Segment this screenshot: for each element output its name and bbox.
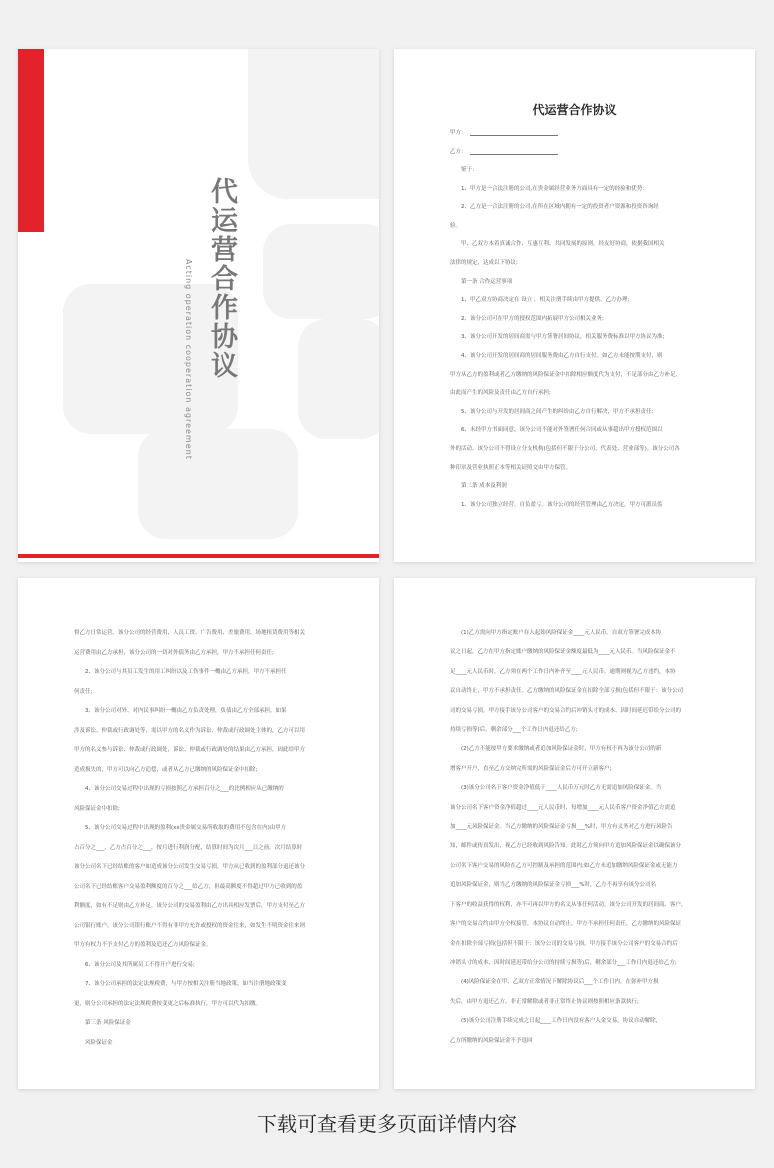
paragraph-line: 第一条 合作运营事项 bbox=[461, 278, 513, 285]
paragraph-line: 造成损失的，甲方可以向乙方追偿，或者从乙方已缴纳的风险保证金中扣除; bbox=[74, 766, 258, 773]
document-body bbox=[74, 624, 334, 1053]
paragraph-line: 2、乙方是一合法注册的公司,在所在区域内拥有一定的投资者户资源和投资咨询经 bbox=[461, 204, 659, 211]
paragraph-line: 甲、乙双方本着真诚合作、互惠互利、共同发展的原则，经友好协商，依据我国相关 bbox=[461, 241, 665, 248]
paragraph-line: 甲方的名义参与诉讼、仲裁或行政调处，诉讼、仲裁或行政调处的结果由乙方承担，因此给甲方 bbox=[74, 747, 306, 753]
party-b-label: 乙方： bbox=[450, 149, 467, 155]
paragraph-line: 2、该分公司可在甲方的授权范围内拓展甲方公司相关业务; bbox=[461, 315, 604, 322]
paragraph-line: 4、该分公司开发的居间商的居间服务费由乙方自行支付。如乙方未能按期支付，则 bbox=[461, 352, 663, 359]
paragraph-line: 4、该分公司交易过程中出现的亏损按照乙方承担百分之___的比例相应从已缴纳的 bbox=[85, 786, 284, 792]
party-a-blank bbox=[470, 130, 558, 136]
paragraph-line: 公司名下已经结账客户交易盈利额度的百分之___给乙方，但最高额度不得超过甲方已收到的盈 bbox=[74, 883, 303, 890]
party-b-blank bbox=[470, 149, 558, 155]
paragraph-line: 乙方所缴纳的风险保证金不予退回 bbox=[450, 1037, 533, 1044]
paragraph-line: 该分公司名下客户资金净值超过____元人民币时，每增加____元人民币客户资金净值乙方需追 bbox=[450, 804, 676, 811]
cover-page bbox=[18, 49, 379, 562]
document-body bbox=[450, 161, 710, 514]
paragraph-line: 客户的交易合约由甲方全权接管，本协议自动终止，甲方不承担任何责任。乙方缴纳的风险保证 bbox=[450, 921, 682, 928]
paragraph-line: 3、该分公司对外、对内民事纠纷一概由乙方负责处理，负债由乙方全部承担，如果 bbox=[85, 708, 287, 714]
document-page-3 bbox=[394, 578, 755, 1089]
paragraph-line: 种印章及营业执照正本等相关证照交由甲方保管。 bbox=[450, 464, 572, 471]
document-page-2 bbox=[18, 578, 379, 1089]
paragraph-line: 议之日起，乙方在甲方指定账户缴纳的风险保证金额度最低为____元人民币。当风险保证金不 bbox=[450, 649, 676, 656]
download-caption: 下载可查看更多页面详情内容 bbox=[257, 1112, 517, 1136]
paragraph-line: 法律的规定，达成以下协议: bbox=[450, 259, 518, 266]
paragraph-line: 知，邮件或传真发出，视乙方已经收到风险告知。此时乙方须向甲方追加风险保证金以确保该分 bbox=[450, 843, 682, 850]
party-a-line bbox=[450, 128, 558, 136]
party-a-label: 甲方： bbox=[450, 130, 467, 136]
paragraph-line: 5、该分公司与开发的居间商之间产生的纠纷由乙方自行解决，甲方不承担责任; bbox=[461, 408, 654, 415]
paragraph-line: 议自动终止，甲方不承担责任。乙方缴纳的风险保证金在扣除全部亏损(包括但不限于：该分公司 bbox=[450, 688, 684, 695]
paragraph-line: 验。 bbox=[450, 222, 462, 229]
paragraph-line: 失后，由甲方退还乙方。非正常解除或者非正常终止协议则按照相应条款执行; bbox=[450, 998, 639, 1005]
paragraph-line: 金在扣除全部亏损(包括但不限于：该分公司的交易亏损，甲方接手该分公司客户的交易合约后 bbox=[450, 940, 678, 947]
paragraph-line: 风险保证金中扣除; bbox=[74, 805, 120, 812]
paragraph-line: 7、该分公司承担的法定法规税费，与甲方按相关注册当地政策。如当注册地政策变 bbox=[85, 981, 287, 987]
paragraph-line: 风险保证金 bbox=[85, 1039, 113, 1046]
paragraph-line: (3)该分公司名下客户资金净值低于____人民币万元时乙方无需追加风险保证金。当 bbox=[461, 785, 662, 792]
paragraph-line: 3、该分公司开发的居间商需与甲方签署居间协议，相关服务费标准以甲方协议为准; bbox=[461, 334, 665, 341]
paragraph-line: 6、该分公司及其所属员工不得开户进行交易; bbox=[85, 961, 195, 968]
paragraph-line: 追加风险保证金，则当乙方缴纳的风险保证金亏损___%时，乙方不再享有该分公司名 bbox=[450, 882, 656, 889]
paragraph-line: 加____元风险保证金。当乙方缴纳的风险保证金亏损___%时，甲方有义务对乙方进行风险告 bbox=[450, 824, 673, 831]
document-page-1 bbox=[394, 49, 755, 562]
paragraph-line: 5、该分公司交易过程中出现的盈利(xx贵金属交易所收取的费用不包含在内)由甲方 bbox=[85, 825, 287, 831]
paragraph-line: 6、未经甲方书面同意，该分公司不能对外签署任何合同或从事超出甲方授权范围以 bbox=[461, 427, 663, 434]
paragraph-line: 由此而产生的风险及责任由乙方自行承担; bbox=[450, 390, 551, 397]
paragraph-line: (2)乙方不能按甲方要求缴纳或者追加风险保证金时，甲方有权不再为该分公司的新 bbox=[461, 746, 662, 753]
paragraph-line: 1、甲乙双方协商决定在 设立 ，相关注册手续由甲方提供、乙方办理; bbox=[461, 297, 630, 304]
paragraph-line: 外的活动。该分公司不得设立分支机构(包括但不限于分公司、代表处、营业部等)。该分公司各 bbox=[450, 445, 680, 452]
cover-deco-shape bbox=[138, 429, 298, 539]
paragraph-line: 公司名下客户交易的风险在乙方可控制及承担的范围内;如乙方未追加缴纳风险保证金或无能力 bbox=[450, 862, 678, 869]
paragraph-line: 公司银行账户。该分公司银行账户不得有非甲方允许或授权的资金往来，如发生不明资金往来则 bbox=[74, 922, 306, 929]
cover-deco-shape bbox=[298, 319, 379, 439]
paragraph-line: (5)该分公司注册手续完成之日起____工作日内没有客户入金交易，协议自动解除， bbox=[461, 1018, 662, 1025]
paragraph-line: 更，则分公司承担的法定法规税费按变更之后标准执行，甲方可以代为扣缴。 bbox=[74, 1000, 262, 1007]
paragraph-line: 督乙方日常运营。该分公司的经营费用、人员工资、广告费用、差旅费用、场地租赁费用等相关 bbox=[74, 630, 306, 636]
paragraph-line: 2、该分公司与其员工发生的用工纠纷以及工伤事件一概由乙方承担，甲方不承担任 bbox=[85, 669, 287, 675]
cover-red-bar bbox=[18, 49, 44, 232]
cover-title: 代运营合作协议 bbox=[206, 177, 237, 380]
paragraph-line: 该分公司名下已经结账的客户如造成该分公司发生交易亏损，甲方从已收到的盈利部分退还该分 bbox=[74, 864, 306, 870]
paragraph-line: 甲方从乙方的盈利或者乙方缴纳的风险保证金中扣除相应额度代为支付，不足部分由乙方补足, bbox=[450, 371, 678, 378]
paragraph-line: 冲销头寸的成本、因时间延迟带给分公司的持续亏损等)后，剩余部分___工作日内退还给乙方; bbox=[450, 959, 677, 966]
paragraph-line: 第二条 成本及利润 bbox=[461, 483, 507, 490]
paragraph-line: 甲方有权力不予支付乙方的盈利及追还乙方风险保证金。 bbox=[74, 942, 212, 948]
paragraph-line: 第三条 风险保证金 bbox=[85, 1020, 131, 1026]
paragraph-line: (4)风险保证金在甲、乙双方正常情况下解除协议后___个工作日内，在弥补甲方损 bbox=[461, 979, 659, 986]
paragraph-line: 何责任; bbox=[74, 688, 93, 695]
paragraph-line: (1)乙方需向甲方指定账户存入起始风险保证金____元人民币。自双方签署完成本协 bbox=[461, 630, 662, 636]
paragraph-line: 足____元人民币时，乙方须在两个工作日内补齐至____元人民币，逾期则视为乙方违约，本协 bbox=[450, 668, 676, 675]
party-b-line bbox=[450, 147, 558, 155]
paragraph-line: 增客户开户，直至乙方交纳完所需的风险保证金后方可开立新客户; bbox=[450, 765, 612, 772]
paragraph-line: 占百分之___，乙方占百分之___，按月进行利润分配，结算时间为次月___日之前。次月结算时 bbox=[74, 844, 303, 851]
paragraph-line: 持续亏损等)后，剩余部分___个工作日内退还给乙方; bbox=[450, 727, 578, 734]
document-title: 代运营合作协议 bbox=[532, 103, 617, 117]
cover-deco-shape bbox=[248, 49, 379, 199]
paragraph-line: 利额度，如有不足则由乙方补足。该分公司的交易盈利由乙方出具相应发票后，甲方支付至乙方 bbox=[74, 903, 306, 909]
paragraph-line: 1、该分公司独立经营、自负盈亏。该分公司的经营管理由乙方决定，甲方可派员监 bbox=[461, 501, 663, 508]
paragraph-line: 1、甲方是一合法注册的公司,在贵金属经营业务方面具有一定的经验和优势; bbox=[461, 185, 645, 192]
paragraph-line: 司的交易亏损，甲方接手该分公司客户的交易合约后冲销头寸的成本、因时间延迟带给分公司的 bbox=[450, 707, 682, 714]
paragraph-line: 运营费用由乙方承担，该分公司的一切对外债务由乙方承担，甲方不承担任何责任; bbox=[74, 649, 274, 656]
cover-subtitle: Acting operation cooperation agreement bbox=[184, 259, 193, 460]
paragraph-line: 鉴于： bbox=[461, 167, 478, 173]
cover-red-line bbox=[18, 554, 379, 558]
paragraph-line: 涉及诉讼、仲裁或行政调处等，需以甲方的名义作为诉讼、仲裁或行政调处主体的，乙方可以用 bbox=[74, 727, 306, 734]
document-body bbox=[450, 624, 710, 1051]
paragraph-line: 下客户的收益获得的权利，亦不可再以甲方的名义从事任何活动。该分公司开发的居间商、客户， bbox=[450, 901, 687, 908]
cover-deco-shape bbox=[263, 224, 379, 319]
